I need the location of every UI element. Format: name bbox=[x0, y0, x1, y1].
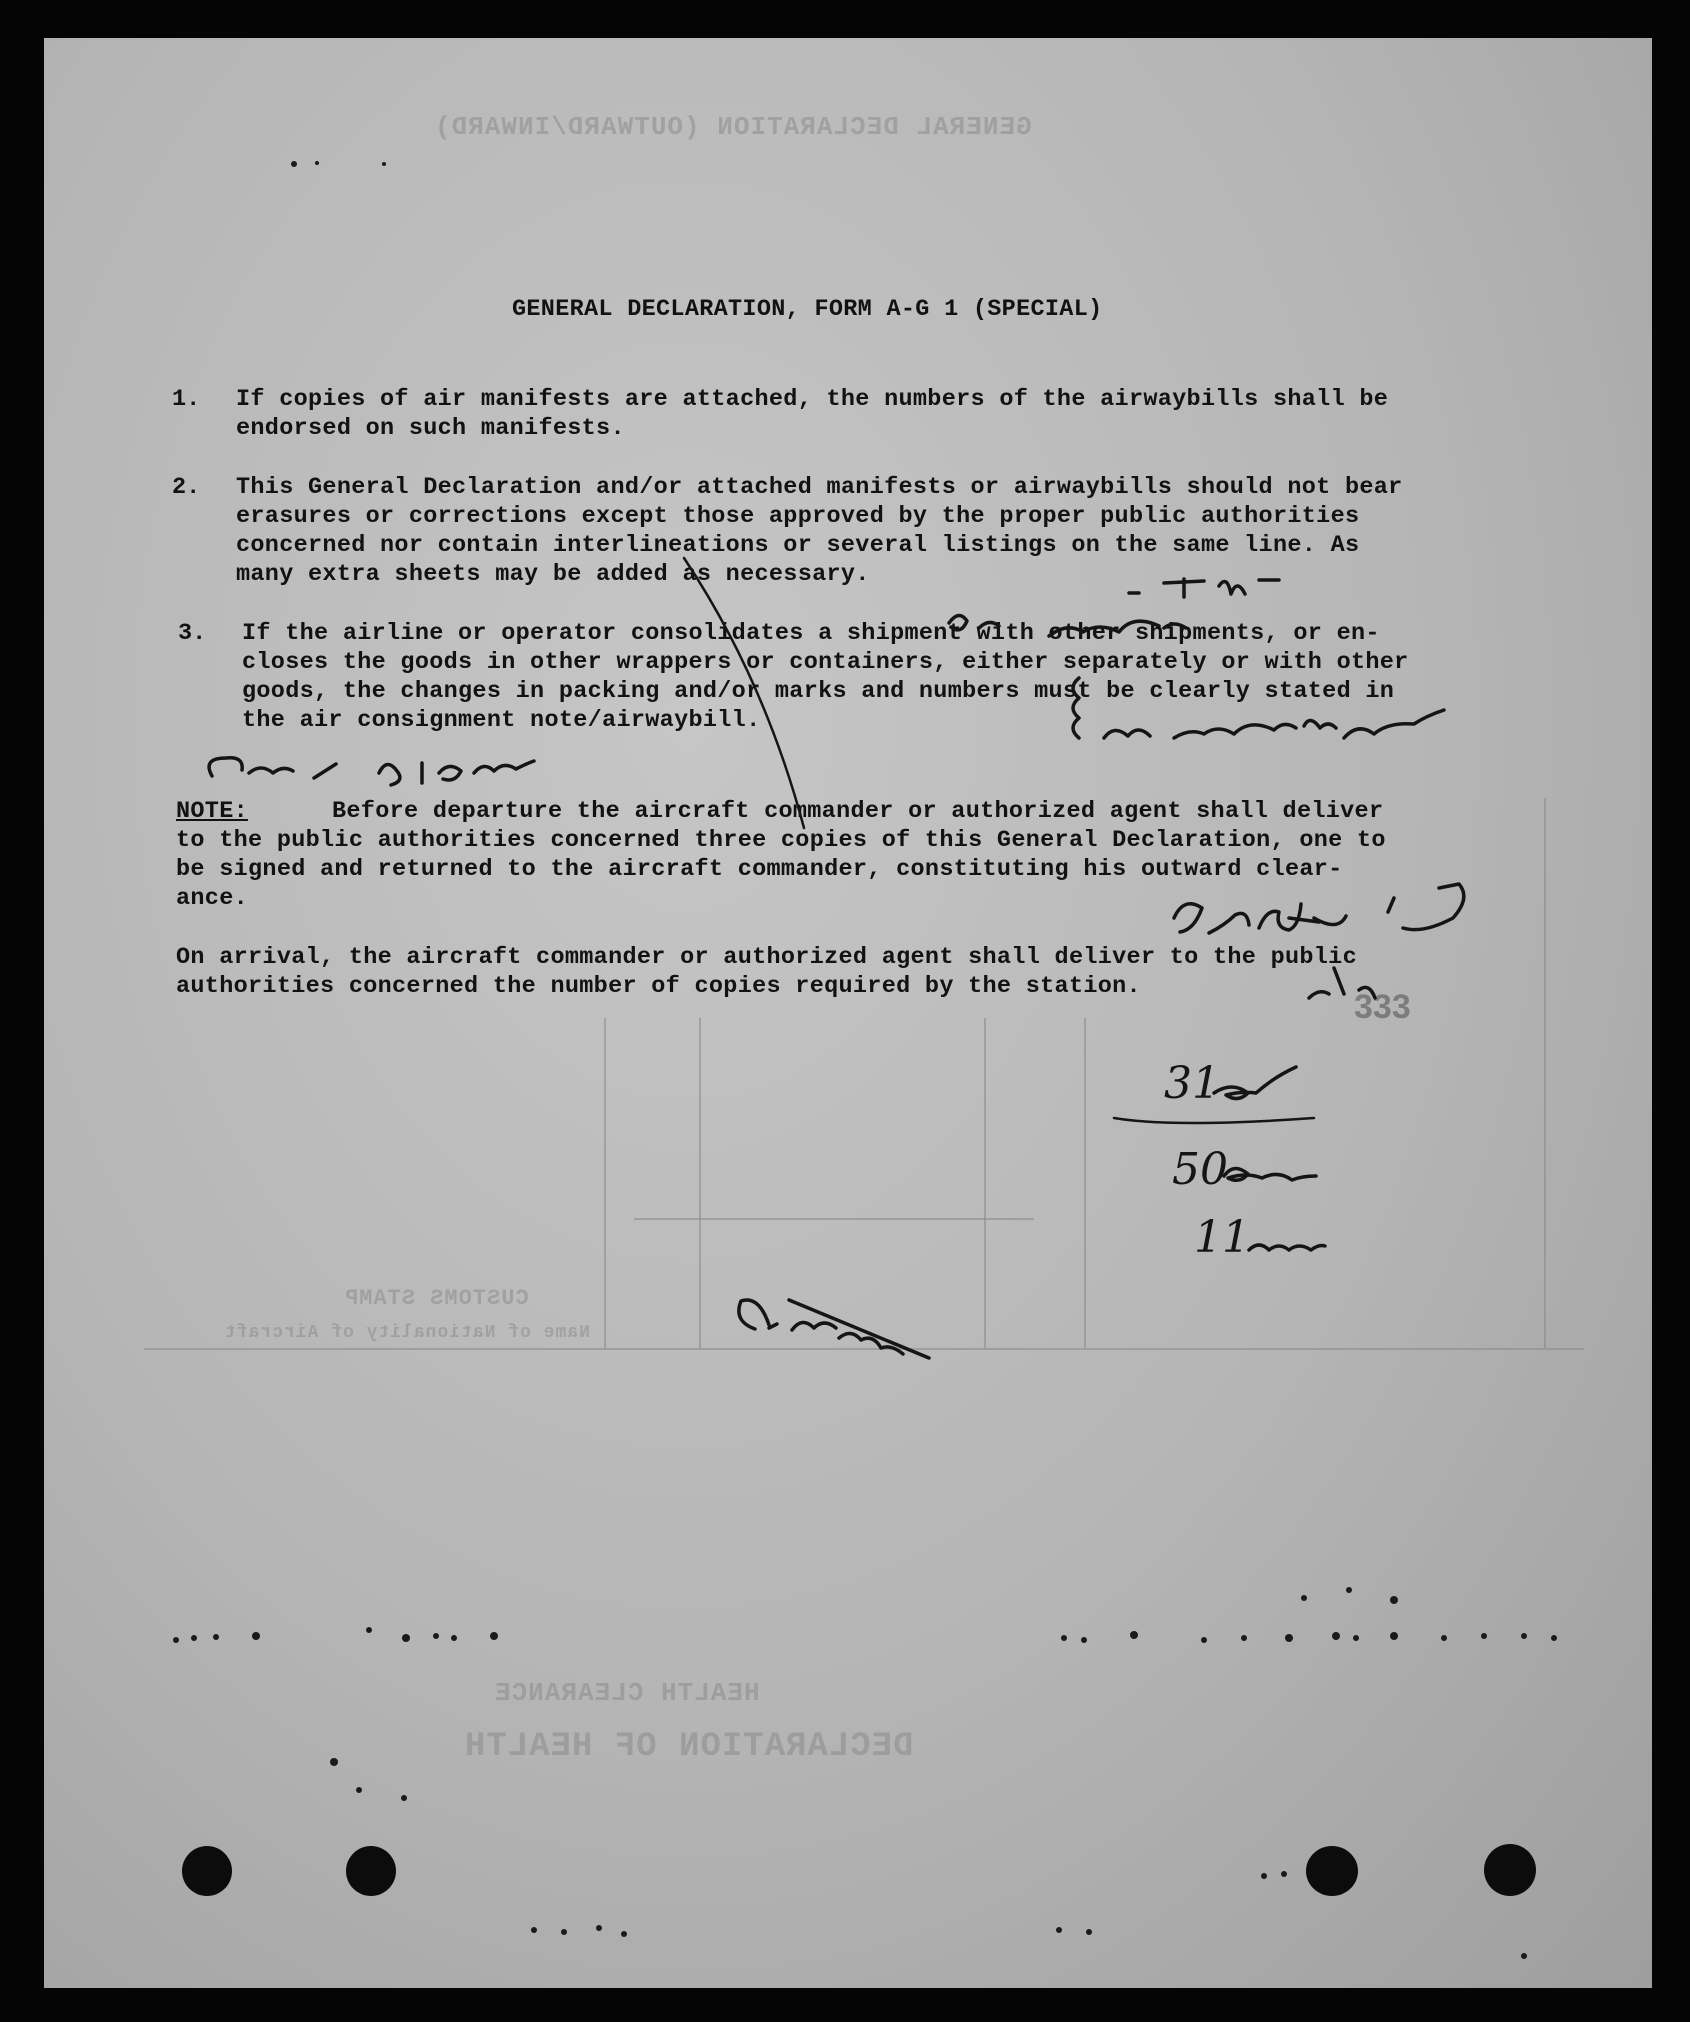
bleed-through-text: DECLARATION OF HEALTH bbox=[464, 1728, 914, 1766]
arrival-line: On arrival, the aircraft commander or authorized agent shall deliver to the public bbox=[176, 944, 1357, 971]
item-1-line: If copies of air manifests are attached, the numbers of the airwaybills shall be bbox=[236, 386, 1389, 413]
item-2-line: erasures or corrections except those approved by the proper public authorities bbox=[236, 503, 1360, 530]
note-line: Before departure the aircraft commander or authorized agent shall deliver bbox=[332, 798, 1384, 825]
note-label: NOTE: bbox=[176, 798, 249, 825]
item-2-line: many extra sheets may be added as necessary. bbox=[236, 561, 870, 588]
bleed-through-text: GENERAL DECLARATION (OUTWARD/INWARD) bbox=[434, 112, 1032, 142]
note-line: to the public authorities concerned three copies of this General Declaration, one to bbox=[176, 827, 1386, 854]
handwritten-number: 31 bbox=[1164, 1058, 1220, 1109]
handwritten-number: 11 bbox=[1194, 1212, 1250, 1263]
bleed-through-text: HEALTH CLEARANCE bbox=[494, 1678, 760, 1708]
item-3-line: the air consignment note/airwaybill. bbox=[242, 707, 761, 734]
note-line: be signed and returned to the aircraft commander, constituting his outward clear- bbox=[176, 856, 1343, 883]
specks-layer bbox=[44, 38, 1652, 1988]
item-3-line: goods, the changes in packing and/or marks and numbers must be clearly stated in bbox=[242, 678, 1395, 705]
document-page bbox=[44, 38, 1652, 1988]
item-number: 2. bbox=[172, 474, 201, 501]
document-title: GENERAL DECLARATION, FORM A-G 1 (SPECIAL) bbox=[512, 296, 1103, 323]
handwritten-number: 50 bbox=[1172, 1144, 1228, 1195]
item-2-line: concerned nor contain interlineations or several listings on the same line. As bbox=[236, 532, 1360, 559]
item-number: 1. bbox=[172, 386, 201, 413]
stamp-number: 333 bbox=[1354, 988, 1411, 1026]
arrival-line: authorities concerned the number of copies required by the station. bbox=[176, 973, 1141, 1000]
note-line: ance. bbox=[176, 885, 249, 912]
bleed-through-text: CUSTOMS STAMP bbox=[344, 1286, 529, 1311]
item-number: 3. bbox=[178, 620, 207, 647]
item-3-line: closes the goods in other wrappers or containers, either separately or with other bbox=[242, 649, 1409, 676]
item-2-line: This General Declaration and/or attached manifests or airwaybills should not bear bbox=[236, 474, 1403, 501]
bleed-through-text: Name of Nationality of Aircraft bbox=[224, 1323, 590, 1343]
item-1-line: endorsed on such manifests. bbox=[236, 415, 625, 442]
item-3-line: If the airline or operator consolidates a shipment with other shipments, or en- bbox=[242, 620, 1380, 647]
